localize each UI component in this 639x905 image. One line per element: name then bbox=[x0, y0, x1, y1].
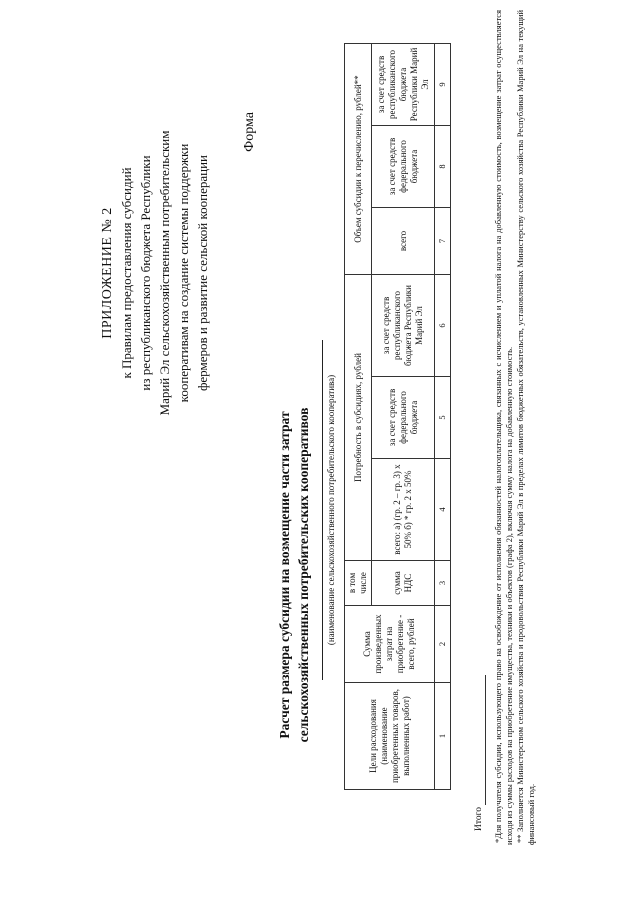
header-purpose: Цели расходования (наименование приобретенных товаров, выполненных работ) bbox=[345, 683, 435, 790]
appendix-line: к Правилам предоставления субсидий bbox=[119, 167, 134, 379]
cooperative-name-caption: (наименование сельскохозяйственного потребительского кооператива) bbox=[326, 374, 336, 646]
column-number: 2 bbox=[435, 606, 451, 683]
header-transfer-federal: за счет средств федерального бюджета bbox=[372, 126, 435, 208]
header-need-republic: за счет средств республиканского бюджета Республики Марий Эл bbox=[372, 275, 435, 377]
header-need: Потребность в субсидиях, рублей bbox=[345, 275, 372, 561]
calculation-title bbox=[275, 385, 313, 765]
footnote-2: ** Заполняется Министерством сельского хозяйства и продовольствия Республики Марий Эл в пределах лимитов бюджетных обязательств, установленных Министерству сельского хозяйства Республики Марий Эл на текущий финансовый год. bbox=[515, 10, 536, 845]
table-header-row bbox=[345, 44, 372, 790]
appendix-line: Марий Эл сельскохозяйственным потребительским bbox=[157, 130, 172, 416]
header-transfer: Объем субсидии к перечислению, рублей** bbox=[345, 44, 372, 275]
appendix-header bbox=[98, 108, 212, 438]
column-number: 7 bbox=[435, 208, 451, 275]
column-number: 4 bbox=[435, 459, 451, 561]
column-number: 6 bbox=[435, 275, 451, 377]
header-sum: Сумма произведенных затрат на приобретение - всего, рублей bbox=[345, 606, 435, 683]
table-column-numbers bbox=[435, 44, 451, 790]
footnotes bbox=[493, 10, 537, 845]
column-number: 1 bbox=[435, 683, 451, 790]
appendix-line: фермеров и развитие сельской кооперации bbox=[195, 154, 210, 392]
column-number: 9 bbox=[435, 44, 451, 126]
calculation-title-line: Расчет размера субсидии на возмещение части затрат bbox=[277, 411, 292, 739]
header-transfer-republic: за счет средств республиканского бюджета Республики Марий Эл bbox=[372, 44, 435, 126]
header-need-federal: за счет средств федерального бюджета bbox=[372, 377, 435, 459]
column-number: 8 bbox=[435, 126, 451, 208]
footnote-rule bbox=[485, 675, 486, 805]
appendix-line: кооперативам на создание системы поддержки bbox=[176, 143, 191, 403]
footnote-1: *Для получателя субсидии, использующего право на освобождение от исполнения обязанностей налогоплательщика, связанных с исчислением и уплатой налога на добавленную стоимость, возмещение затрат осуществляется исходя из суммы расходов на приобретение имущества, техники и объектов (графа 2), включая сумму налога на добавленную стоимость. bbox=[493, 10, 514, 845]
total-label: Итого bbox=[474, 806, 484, 831]
form-label: Форма bbox=[242, 112, 257, 152]
header-incl: в том числе bbox=[345, 561, 372, 606]
column-number: 5 bbox=[435, 377, 451, 459]
appendix-title: ПРИЛОЖЕНИЕ № 2 bbox=[100, 207, 115, 339]
calculation-title-line: сельскохозяйственных потребительских кооперативов bbox=[296, 407, 311, 743]
appendix-line: из республиканского бюджета Республики bbox=[138, 155, 153, 391]
column-number: 3 bbox=[435, 561, 451, 606]
cooperative-name-line bbox=[322, 340, 323, 680]
header-need-total: всего: а) (гр. 2 – гр. 3) х 50% б) * гр. 2 х 50% bbox=[372, 459, 435, 561]
subsidy-table bbox=[344, 43, 451, 790]
header-vat: сумма НДС bbox=[372, 561, 435, 606]
header-transfer-total: всего bbox=[372, 208, 435, 275]
